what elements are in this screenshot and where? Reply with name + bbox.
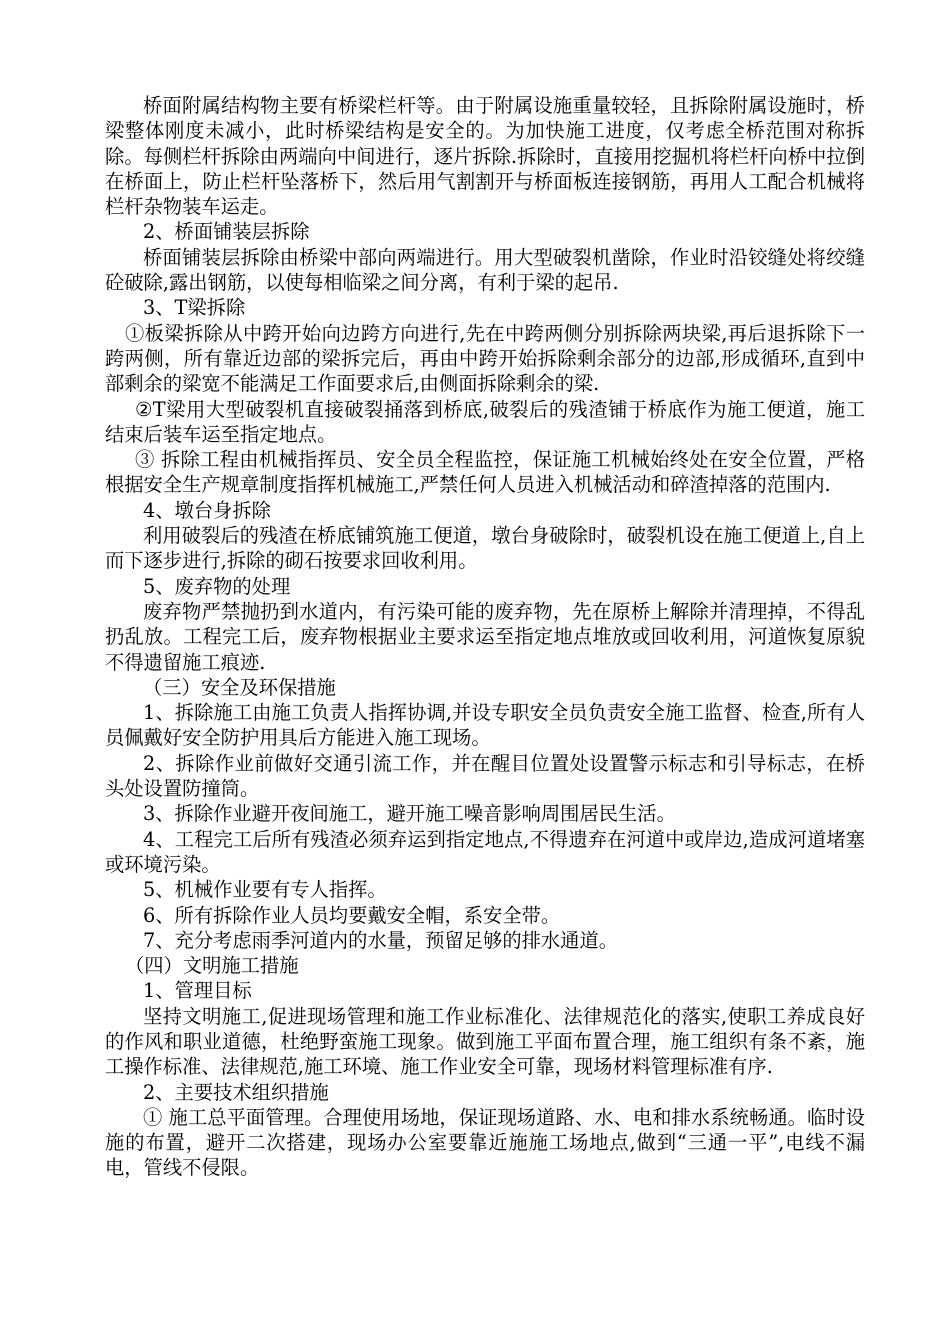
paragraph: ③ 拆除工程由机械指挥员、安全员全程监控，保证施工机械始终处在安全位置，严格根据安全生产规章制度指挥机械施工,严禁任何人员进入机械活动和碎渣掉落的范围内. (105, 448, 865, 497)
list-item: 4、工程完工后所有残渣必须弃运到指定地点,不得遗弃在河道中或岸边,造成河道堵塞或环境污染。 (105, 827, 865, 876)
section-heading: 5、废弃物的处理 (143, 574, 291, 598)
list-item: 6、所有拆除作业人员均要戴安全帽，系安全带。 (143, 903, 561, 927)
document-page (105, 93, 865, 1181)
paragraph: 废弃物严禁抛扔到水道内，有污染可能的废弃物，先在原桥上解除并清理掉，不得乱扔乱放。工程完工后，废弃物根据业主要求运至指定地点堆放或回收利用，河道恢复原貌不得遗留施工痕迹. (105, 599, 865, 674)
section-heading: 1、管理目标 (143, 979, 252, 1003)
section-heading: 3、T梁拆除 (143, 296, 246, 320)
paragraph: 桥面铺装层拆除由桥梁中部向两端进行。用大型破裂机凿除，作业时沿铰缝处将绞缝砼破除,露出钢筋，以使每相临梁之间分离，有利于梁的起吊. (105, 245, 865, 295)
list-item: 5、机械作业要有专人指挥。 (143, 878, 387, 902)
section-heading: 4、墩台身拆除 (143, 498, 271, 522)
section-heading: 2、主要技术组织措施 (143, 1080, 329, 1104)
section-heading: 2、桥面铺装层拆除 (143, 220, 310, 244)
section-heading: （三）安全及环保措施 (143, 675, 336, 699)
list-item: 1、拆除施工由施工负责人指挥协调,并设专职安全员负责安全施工监督、检查,所有人员佩戴好安全防护用具后方能进入施工现场。 (105, 701, 865, 750)
list-item: 3、拆除作业避开夜间施工，避开施工噪音影响周围居民生活。 (143, 802, 676, 826)
paragraph: ②T梁用大型破裂机直接破裂捅落到桥底,破裂后的残渣铺于桥底作为施工便道，施工结束后装车运至指定地点。 (105, 397, 865, 446)
paragraph: ① 施工总平面管理。合理使用场地，保证现场道路、水、电和排水系统畅通。临时设施的布置，避开二次搭建，现场办公室要靠近施施工场地点,做到“三通一平”,电线不漏电，管线不侵限。 (105, 1105, 865, 1180)
paragraph: 桥面附属结构物主要有桥梁栏杆等。由于附属设施重量较轻，且拆除附属设施时，桥梁整体刚度未减小，此时桥梁结构是安全的。为加快施工进度，仅考虑全桥范围对称拆除。每侧栏杆拆除由两端向中间进行，逐片拆除.拆除时，直接用挖掘机将栏杆向桥中拉倒在桥面上，防止栏杆坠落桥下，然后用气割割开与桥面板连接钢筋，再用人工配合机械将栏杆杂物装车运走。 (105, 94, 865, 219)
section-heading: （四）文明施工措施 (125, 954, 299, 978)
paragraph: 利用破裂后的残渣在桥底铺筑施工便道，墩台身破除时，破裂机设在施工便道上,自上而下逐步进行,拆除的砌石按要求回收利用。 (105, 524, 865, 573)
list-item: 7、充分考虑雨季河道内的水量，预留足够的排水通道。 (143, 928, 619, 952)
list-item: 2、拆除作业前做好交通引流工作，并在醒目位置处设置警示标志和引导标志，在桥头处设置防撞筒。 (105, 751, 865, 801)
paragraph: 坚持文明施工,促进现场管理和施工作业标准化、法律规范化的落实,使职工养成良好的作风和职业道德，杜绝野蛮施工现象。做到施工平面布置合理，施工组织有条不紊，施工操作标准、法律规范,施工环境、施工作业安全可靠，现场材料管理标准有序. (105, 1004, 865, 1079)
paragraph: ①板梁拆除从中跨开始向边跨方向进行,先在中跨两侧分别拆除两块梁,再后退拆除下一跨两侧，所有靠近边部的梁拆完后，再由中跨开始拆除剩余部分的边部,形成循环,直到中部剩余的梁宽不能满足工作面要求后,由侧面拆除剩余的梁. (105, 321, 865, 396)
